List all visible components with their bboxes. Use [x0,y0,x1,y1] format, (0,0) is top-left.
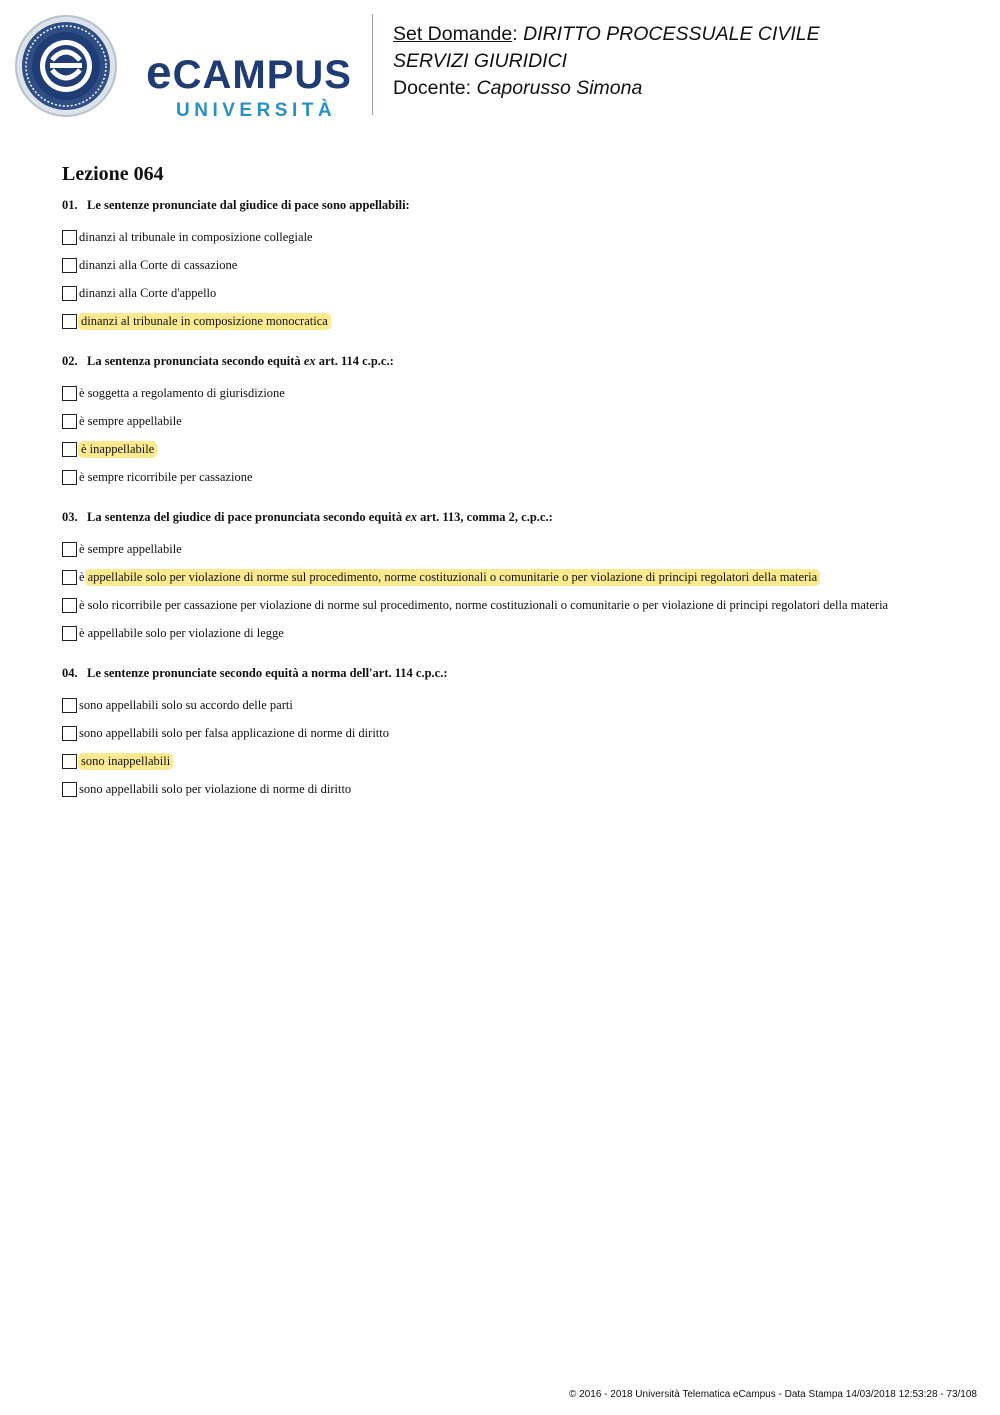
answer-option[interactable] [62,719,962,747]
answer-text: dinanzi alla Corte di cassazione [79,257,238,272]
ecampus-logo [14,14,359,121]
course-title: DIRITTO PROCESSUALE CIVILE [523,23,820,45]
answer-text: è solo ricorribile per cassazione per violazione di norme sul procedimento, norme costituzionali o comunitarie o per violazione di principi regolatori della materia [79,597,889,612]
answer-checkbox[interactable] [62,258,77,273]
answer-checkbox[interactable] [62,726,77,741]
answer-option[interactable] [62,535,962,563]
question-body-end: art. 114 c.p.c.: [315,354,394,368]
answer-text: è sempre ricorribile per cassazione [79,469,253,484]
answer-text-highlighted: dinanzi al tribunale in composizione monocratica [78,313,331,330]
teacher-name: Caporusso Simona [476,77,643,99]
answer-option[interactable] [62,279,962,307]
answer-option[interactable] [62,223,962,251]
logo-wordmark [146,46,352,98]
answer-option[interactable] [62,463,962,491]
answer-checkbox[interactable] [62,626,77,641]
question-text [62,509,962,525]
answer-checkbox[interactable] [62,442,77,457]
question-ex: ex [405,510,418,524]
answer-checkbox[interactable] [62,414,77,429]
answer-option-correct[interactable] [62,747,962,775]
course-subtitle: SERVIZI GIURIDICI [393,50,568,72]
question-text [62,353,962,369]
content [62,160,962,821]
answer-option[interactable] [62,251,962,279]
answer-checkbox[interactable] [62,542,77,557]
question-01 [62,197,962,335]
logo-e: e [146,46,173,98]
header-divider [372,14,373,115]
ecampus-seal-icon [14,14,118,118]
answer-text: sono appellabili solo per violazione di norme di diritto [79,781,352,796]
question-body: La sentenza del giudice di pace pronunciata secondo equità [87,510,406,524]
question-number: 01. [62,198,78,212]
answer-option[interactable] [62,379,962,407]
logo-campus: CAMPUS [172,53,352,97]
answer-checkbox[interactable] [62,782,77,797]
answer-checkbox[interactable] [62,470,77,485]
answer-checkbox[interactable] [62,570,77,585]
answer-checkbox[interactable] [62,598,77,613]
answer-option-correct[interactable] [62,435,962,463]
answer-checkbox[interactable] [62,698,77,713]
course-line2 [393,48,983,75]
question-body: Le sentenze pronunciate dal giudice di pace sono appellabili: [87,198,410,212]
answer-checkbox[interactable] [62,286,77,301]
answer-text: dinanzi al tribunale in composizione collegiale [79,229,313,244]
answer-text-highlighted: è inappellabile [78,441,157,458]
answer-option[interactable] [62,591,962,619]
answer-text: dinanzi alla Corte d'appello [79,285,217,300]
answer-checkbox[interactable] [62,386,77,401]
question-number: 02. [62,354,78,368]
question-03 [62,509,962,647]
answer-option[interactable] [62,407,962,435]
question-04 [62,665,962,803]
lesson-title: Lezione 064 [62,163,164,185]
answer-checkbox[interactable] [62,754,77,769]
answer-text: è soggetta a regolamento di giurisdizione [79,385,285,400]
answer-checkbox[interactable] [62,314,77,329]
answer-option-correct[interactable] [62,307,962,335]
question-text [62,197,962,213]
answer-option[interactable] [62,619,962,647]
answer-text: è sempre appellabile [79,541,182,556]
question-02 [62,353,962,491]
answer-option-correct[interactable] [62,563,962,591]
answer-checkbox[interactable] [62,230,77,245]
question-number: 03. [62,510,78,524]
question-body: La sentenza pronunciata secondo equità [87,354,304,368]
answer-text: sono appellabili solo per falsa applicazione di norme di diritto [79,725,389,740]
question-body: Le sentenze pronunciate secondo equità a norma dell'art. 114 c.p.c.: [87,666,448,680]
teacher-line [393,75,983,102]
answer-text: è sempre appellabile [79,413,182,428]
answer-text: sono appellabili solo su accordo delle parti [79,697,293,712]
answer-prefix: è [79,569,85,584]
teacher-label: Docente: [393,77,472,99]
logo-subtitle: UNIVERSITÀ [176,100,337,121]
set-sep: : [512,23,518,45]
answer-option[interactable] [62,775,962,803]
answer-option[interactable] [62,691,962,719]
page-footer: © 2016 - 2018 Università Telematica eCampus - Data Stampa 14/03/2018 12:53:28 - 73/108 [569,1389,977,1400]
answer-text: è appellabile solo per violazione di legge [79,625,284,640]
answer-text-highlighted: sono inappellabili [78,753,173,770]
set-label: Set Domande [393,23,513,45]
answer-text-highlighted: appellabile solo per violazione di norme sul procedimento, norme costituzionali o comunitarie o per violazione di principi regolatori della materia [85,569,821,586]
set-line [393,21,983,48]
header-info [393,21,983,102]
question-number: 04. [62,666,78,680]
question-body-end: art. 113, comma 2, c.p.c.: [417,510,553,524]
question-text [62,665,962,681]
question-ex: ex [303,354,316,368]
